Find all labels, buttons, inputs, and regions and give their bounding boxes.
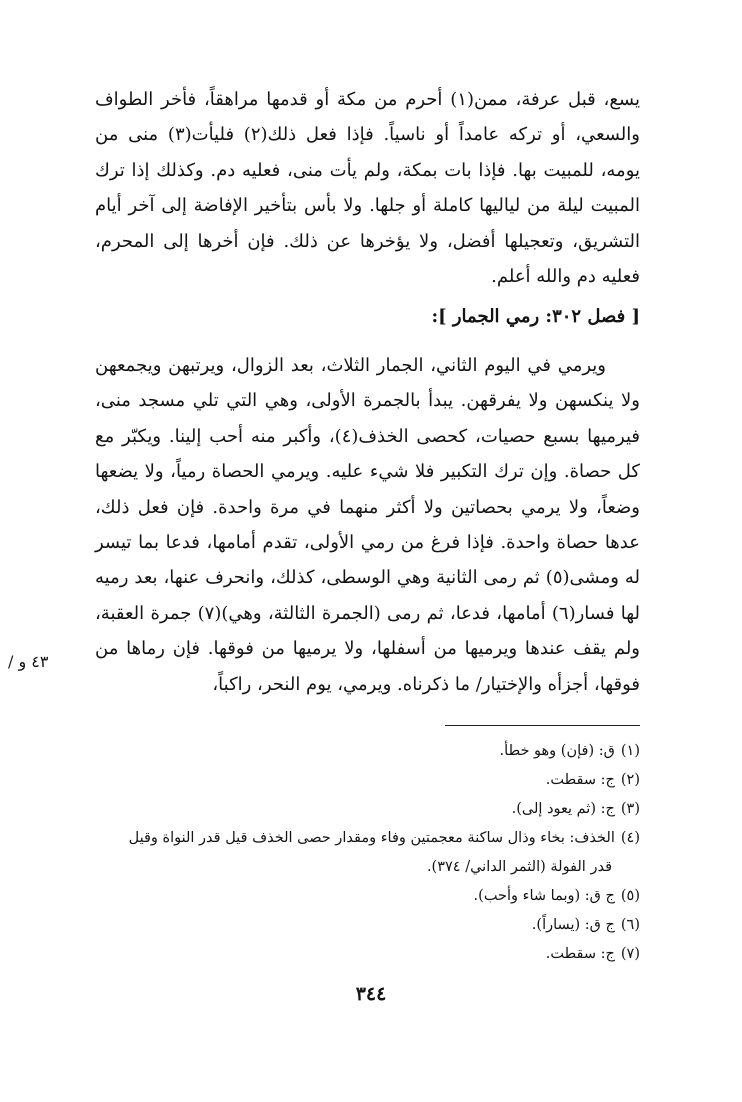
footnote-item [95,940,640,969]
footnotes [95,737,640,969]
footnote-item [95,766,640,795]
manuscript-folio-marker: / ٤٣ و [8,652,49,671]
page-number: ٣٤٤ [355,983,387,1005]
footnote-number: (٤) [620,830,640,846]
paragraph: ويرمي في اليوم الثاني، الجمار الثلاث، بعد الزوال، ويرتبهن ويجمعهن ولا ينكسهن ولا يفرقهن. يبدأ بالجمرة الأولى، وهي التي تلي مسجد منى، فيرميها بسبع حصيات، كحصى الخذف(٤)، وأكبر منه أحب إلينا. ويكبّر مع كل حصاة. وإن ترك التكبير فلا شيء عليه. ويرمي الحصاة رمياً، ولا يضعها وضعاً، ولا يرمي بحصاتين ولا أكثر منهما في مرة واحدة. فإن فعل ذلك، عدها حصاة واحدة. فإذا فرغ من رمي الأولى، تقدم أمامها، فدعا بما تيسر له ومشى(٥) ثم رمى الثانية وهي الوسطى، كذلك، وانحرف عنها، بعد رميه لها فسار(٦) أمامها، فدعا، ثم رمى (الجمرة الثالثة، وهي)(٧) جمرة العقبة، ولم يقف عندها ويرميها من أسفلها، ولا يرميها من فوقها. فإن رماها من فوقها، أجزأه والإختيار/ ما ذكرناه. ويرمي، يوم النحر، راكباً، [95,355,640,695]
footnote-separator [445,725,640,726]
footnote-number: (٥) [620,888,640,904]
footnote-item [95,795,640,824]
section-heading: [ فصل ٣٠٢: رمي الجمار ]: [431,306,640,327]
main-text-block [95,82,640,294]
footnote-item [95,882,640,911]
footnote-text: ج ق: (يساراً). [531,917,615,933]
footnote-text: ق: (فإن) وهو خطأ. [499,743,615,759]
footnote-number: (٧) [620,946,640,962]
footnote-continuation: قدر الفولة (الثمر الداني/ ٣٧٤). [426,859,612,875]
footnote-item [95,911,640,940]
footnote-text: ج: سقطت. [545,772,615,788]
footnote-number: (٦) [620,917,640,933]
footnote-number: (٢) [620,772,640,788]
footnote-text: ج ق: (وبما شاء وأحب). [473,888,615,904]
footnote-text: الخذف: بخاء وذال ساكنة معجمتين وفاء ومقدار حصى الخذف قيل قدر النواة وقيل [128,830,615,846]
footnote-number: (١) [620,743,640,759]
footnote-text: ج: سقطت. [545,946,615,962]
footnote-item [95,737,640,766]
footnote-item [95,824,640,853]
section-text-block [95,348,640,702]
footnote-number: (٣) [620,801,640,817]
paragraph: يسع، قبل عرفة، ممن(١) أحرم من مكة أو قدمها مراهقاً، فأخر الطواف والسعي، أو تركه عامداً أو ناسياً. فإذا فعل ذلك(٢) فليأت(٣) منى من يومه، للمبيت بها. فإذا بات بمكة، ولم يأت منى، فعليه دم. وكذلك إذا ترك المبيت ليلة من لياليها كاملة أو جلها. ولا بأس بتأخير الإفاضة إلى آخر أيام التشريق، وتعجيلها أفضل، ولا يؤخرها عن ذلك. فإن أخرها إلى المحرم، فعليه دم والله أعلم. [95,89,640,288]
footnote-text: ج: (ثم يعود إلى). [511,801,615,817]
